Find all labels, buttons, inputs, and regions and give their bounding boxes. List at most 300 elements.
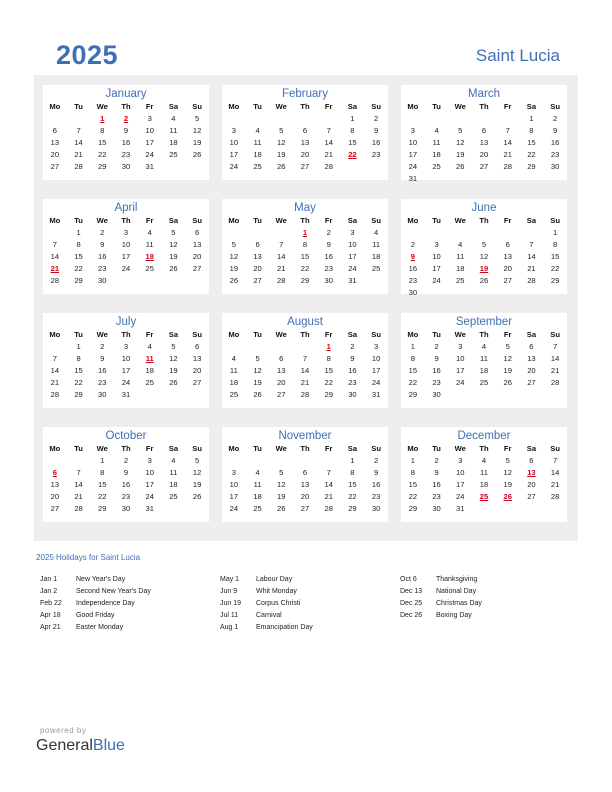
weekday-label: Mo	[407, 444, 419, 453]
day-cell: 31	[456, 504, 465, 513]
weekday-label: Th	[300, 102, 310, 111]
holiday-date: Dec 26	[400, 612, 423, 619]
day-cell: 4	[231, 354, 236, 363]
day-cell: 12	[192, 468, 202, 477]
day-cell: 12	[503, 468, 512, 477]
day-cell: 7	[76, 126, 81, 135]
day-cell: 5	[279, 468, 284, 477]
day-cell: 10	[408, 138, 418, 147]
day-cell: 24	[456, 492, 465, 501]
weekday-label: Mo	[49, 444, 61, 453]
day-cell: 12	[277, 138, 286, 147]
day-cell: 23	[432, 492, 441, 501]
day-cell: 31	[371, 390, 381, 399]
day-cell: 19	[169, 252, 178, 261]
month-september	[401, 313, 567, 408]
day-cell: 29	[98, 162, 107, 171]
day-cell: 28	[300, 390, 310, 399]
day-cell: 8	[100, 468, 105, 477]
weekday-label: Fr	[145, 102, 154, 111]
day-cell: 1	[100, 456, 105, 465]
day-cell: 31	[408, 174, 418, 183]
day-cell: 28	[277, 276, 286, 285]
day-cell: 2	[410, 240, 415, 249]
day-cell: 16	[324, 252, 333, 261]
weekday-label: Sa	[347, 330, 358, 339]
day-cell: 7	[279, 240, 284, 249]
weekday-header	[401, 101, 567, 113]
weekday-label: Th	[300, 216, 310, 225]
day-cell: 27	[192, 264, 202, 273]
day-cell: 21	[503, 150, 512, 159]
day-cell: 2	[434, 456, 439, 465]
holiday-date: May 1	[220, 576, 240, 583]
day-cell: 22	[98, 150, 107, 159]
holiday-name: Emancipation Day	[256, 624, 313, 631]
day-cell: 7	[326, 126, 331, 135]
day-cell: 12	[277, 480, 286, 489]
day-cell: 27	[300, 162, 310, 171]
weekday-label: Mo	[49, 102, 61, 111]
day-cell: 2	[374, 456, 379, 465]
day-cell: 8	[76, 354, 81, 363]
year-title: 2025	[56, 40, 119, 70]
day-cell: 28	[50, 276, 60, 285]
day-cell: 6	[279, 354, 284, 363]
generalblue-logo[interactable]	[36, 737, 125, 755]
day-grid	[43, 455, 209, 515]
day-cell: 26	[169, 378, 178, 387]
day-cell: 20	[50, 492, 60, 501]
holiday-date: Feb 22	[40, 600, 62, 607]
day-cell: 15	[74, 366, 83, 375]
holiday-name: Easter Monday	[76, 624, 124, 631]
weekday-label: We	[96, 444, 108, 453]
day-cell: 4	[434, 126, 439, 135]
day-cell: 6	[529, 342, 534, 351]
day-cell: 23	[324, 264, 333, 273]
powered-by-text: powered by	[40, 726, 87, 735]
month-april	[43, 199, 209, 294]
day-cell: 11	[145, 240, 154, 249]
month-name: April	[114, 202, 138, 214]
day-cell: 2	[100, 228, 105, 237]
weekday-label: Tu	[432, 444, 441, 453]
day-cell: 15	[550, 252, 560, 261]
day-cell: 3	[123, 342, 129, 351]
day-cell: 30	[98, 390, 107, 399]
day-cell: 29	[550, 276, 560, 285]
weekday-label: Tu	[74, 216, 83, 225]
day-cell: 14	[527, 252, 536, 261]
day-cell: 28	[74, 162, 83, 171]
day-cell: 5	[171, 342, 176, 351]
empty-day	[269, 455, 293, 467]
holiday-column	[220, 574, 390, 634]
day-cell: 24	[229, 162, 239, 171]
day-cell: 23	[432, 378, 441, 387]
day-cell: 19	[253, 378, 262, 387]
day-cell: 9	[326, 240, 331, 249]
day-cell: 7	[326, 468, 331, 477]
day-grid	[222, 455, 388, 515]
day-cell: 23	[121, 150, 131, 159]
weekday-header	[43, 101, 209, 113]
day-cell: 22	[408, 492, 418, 501]
weekday-label: Mo	[407, 102, 419, 111]
day-grid	[401, 341, 567, 401]
weekday-label: Th	[121, 102, 131, 111]
weekday-label: Sa	[526, 216, 537, 225]
day-cell: 19	[503, 366, 512, 375]
day-cell: 11	[169, 468, 178, 477]
month-may	[222, 199, 388, 294]
day-cell: 24	[432, 276, 441, 285]
day-cell: 9	[100, 354, 105, 363]
weekday-label: Mo	[49, 216, 61, 225]
month-name: December	[457, 430, 511, 442]
day-cell: 5	[279, 126, 284, 135]
weekday-label: Mo	[228, 444, 240, 453]
month-january	[43, 85, 209, 180]
day-cell: 31	[145, 162, 154, 171]
day-cell: 26	[253, 390, 262, 399]
weekday-label: Tu	[74, 102, 83, 111]
weekday-header	[401, 215, 567, 227]
holiday-row	[220, 598, 390, 610]
day-cell: 5	[231, 240, 236, 249]
day-cell: 18	[479, 480, 489, 489]
holiday-day: 21	[50, 264, 60, 273]
holiday-row	[400, 586, 570, 598]
day-cell: 13	[277, 366, 286, 375]
day-cell: 14	[74, 138, 83, 147]
day-cell: 30	[98, 276, 107, 285]
weekday-label: We	[275, 216, 287, 225]
weekday-label: Su	[192, 102, 202, 111]
day-cell: 18	[229, 378, 239, 387]
day-cell: 6	[255, 240, 260, 249]
day-cell: 27	[50, 504, 60, 513]
day-cell: 12	[192, 126, 202, 135]
day-cell: 18	[169, 138, 178, 147]
day-cell: 12	[456, 138, 465, 147]
day-cell: 17	[371, 366, 381, 375]
day-cell: 28	[550, 492, 560, 501]
day-cell: 26	[503, 378, 512, 387]
holiday-date: Oct 6	[400, 576, 417, 583]
weekday-label: Su	[371, 330, 381, 339]
empty-day	[222, 227, 246, 239]
holiday-name: New Year's Day	[76, 576, 126, 583]
day-cell: 15	[408, 366, 418, 375]
holiday-day: 1	[100, 114, 105, 123]
day-cell: 21	[324, 492, 333, 501]
weekday-label: Fr	[324, 330, 333, 339]
weekday-label: Fr	[145, 444, 154, 453]
day-cell: 22	[74, 378, 83, 387]
day-cell: 25	[432, 162, 441, 171]
weekday-label: We	[275, 444, 287, 453]
day-cell: 22	[527, 150, 536, 159]
day-cell: 5	[458, 126, 463, 135]
month-name: July	[115, 316, 137, 328]
weekday-label: Fr	[324, 216, 333, 225]
weekday-label: Su	[550, 330, 560, 339]
day-cell: 30	[432, 390, 441, 399]
day-cell: 20	[479, 150, 489, 159]
day-cell: 7	[52, 354, 57, 363]
weekday-label: Su	[371, 216, 381, 225]
day-cell: 3	[350, 228, 355, 237]
day-cell: 26	[192, 150, 202, 159]
day-cell: 21	[277, 264, 286, 273]
day-cell: 14	[324, 138, 333, 147]
weekday-label: We	[275, 102, 287, 111]
day-cell: 1	[410, 456, 415, 465]
weekday-label: Tu	[74, 330, 83, 339]
holiday-day: 13	[527, 468, 536, 477]
day-cell: 4	[481, 342, 487, 351]
holiday-row	[220, 586, 390, 598]
day-cell: 16	[121, 480, 131, 489]
holiday-row	[40, 598, 210, 610]
day-cell: 12	[253, 366, 262, 375]
day-cell: 14	[74, 480, 83, 489]
day-cell: 12	[229, 252, 239, 261]
empty-day	[293, 455, 317, 467]
weekday-label: Th	[121, 330, 131, 339]
weekday-label: Fr	[503, 330, 512, 339]
weekday-label: Mo	[49, 330, 61, 339]
day-cell: 29	[74, 276, 83, 285]
day-grid	[222, 227, 388, 287]
day-cell: 2	[100, 342, 105, 351]
empty-day	[401, 227, 425, 239]
day-cell: 8	[350, 126, 355, 135]
day-cell: 7	[52, 240, 57, 249]
day-cell: 7	[302, 354, 308, 363]
day-grid	[401, 113, 567, 185]
day-cell: 17	[121, 252, 131, 261]
holiday-name: Second New Year's Day	[76, 588, 151, 595]
day-cell: 25	[253, 504, 262, 513]
day-cell: 23	[408, 276, 418, 285]
day-cell: 6	[505, 240, 510, 249]
day-cell: 3	[458, 456, 463, 465]
day-cell: 25	[229, 390, 239, 399]
day-cell: 22	[408, 378, 418, 387]
day-cell: 9	[553, 126, 558, 135]
day-cell: 3	[147, 114, 152, 123]
day-cell: 4	[171, 114, 176, 123]
day-cell: 18	[169, 480, 178, 489]
day-cell: 3	[231, 126, 236, 135]
day-cell: 21	[550, 480, 560, 489]
empty-day	[317, 455, 341, 467]
day-cell: 26	[229, 276, 239, 285]
day-grid	[401, 227, 567, 299]
month-name: November	[278, 430, 332, 442]
day-cell: 20	[253, 264, 262, 273]
day-cell: 1	[350, 114, 355, 123]
weekday-label: Fr	[503, 102, 512, 111]
day-cell: 17	[145, 138, 154, 147]
day-cell: 1	[529, 114, 534, 123]
day-cell: 11	[456, 252, 465, 261]
day-cell: 23	[348, 378, 357, 387]
day-cell: 13	[50, 138, 60, 147]
day-cell: 5	[255, 354, 260, 363]
day-cell: 18	[253, 150, 262, 159]
day-cell: 27	[479, 162, 489, 171]
day-cell: 11	[480, 354, 488, 363]
empty-day	[293, 113, 317, 125]
holiday-row	[400, 598, 570, 610]
weekday-label: Tu	[253, 444, 262, 453]
day-cell: 16	[432, 366, 441, 375]
logo-blue-text: Blue	[92, 737, 125, 754]
day-cell: 4	[147, 228, 152, 237]
day-cell: 28	[324, 504, 333, 513]
day-cell: 9	[374, 468, 379, 477]
day-cell: 17	[456, 480, 465, 489]
day-cell: 9	[434, 354, 439, 363]
day-cell: 19	[229, 264, 239, 273]
day-cell: 3	[231, 468, 236, 477]
empty-day	[293, 341, 317, 353]
weekday-label: Su	[550, 216, 560, 225]
day-cell: 16	[550, 138, 560, 147]
weekday-label: Tu	[432, 330, 441, 339]
weekday-label: Fr	[324, 102, 333, 111]
empty-day	[317, 113, 341, 125]
day-cell: 8	[326, 354, 331, 363]
day-cell: 19	[277, 150, 286, 159]
weekday-label: Fr	[324, 444, 333, 453]
weekday-label: Fr	[503, 216, 512, 225]
calendar-grid	[43, 85, 571, 522]
day-cell: 12	[503, 354, 512, 363]
day-cell: 12	[479, 252, 489, 261]
day-cell: 17	[408, 150, 418, 159]
day-cell: 29	[408, 390, 418, 399]
weekday-label: Th	[300, 330, 310, 339]
day-cell: 9	[434, 468, 439, 477]
holiday-row	[400, 574, 570, 586]
empty-day	[269, 113, 293, 125]
day-cell: 5	[505, 342, 510, 351]
empty-day	[67, 113, 91, 125]
holiday-date: Jul 11	[220, 612, 239, 619]
weekday-label: Th	[300, 444, 310, 453]
day-cell: 3	[458, 342, 463, 351]
day-cell: 31	[348, 276, 357, 285]
day-cell: 11	[229, 366, 238, 375]
empty-day	[269, 341, 293, 353]
day-cell: 11	[169, 126, 178, 135]
day-cell: 10	[348, 240, 357, 249]
month-name: August	[287, 316, 323, 328]
day-cell: 24	[145, 492, 154, 501]
weekday-label: Fr	[145, 330, 154, 339]
day-cell: 10	[229, 138, 239, 147]
month-july	[43, 313, 209, 408]
empty-day	[472, 113, 496, 125]
day-cell: 14	[324, 480, 333, 489]
day-cell: 30	[348, 390, 357, 399]
day-cell: 15	[324, 366, 333, 375]
day-cell: 20	[300, 150, 310, 159]
day-cell: 15	[348, 480, 357, 489]
day-cell: 25	[479, 378, 489, 387]
holiday-name: Labour Day	[256, 576, 293, 583]
day-cell: 28	[324, 162, 333, 171]
empty-day	[246, 113, 270, 125]
day-grid	[43, 227, 209, 287]
day-cell: 2	[374, 114, 379, 123]
day-cell: 3	[123, 228, 129, 237]
day-cell: 15	[74, 252, 83, 261]
day-cell: 22	[324, 378, 333, 387]
holiday-row	[40, 610, 210, 622]
country-title: Saint Lucia	[475, 46, 560, 65]
month-name: June	[471, 202, 497, 214]
day-cell: 2	[434, 342, 439, 351]
day-cell: 29	[324, 390, 333, 399]
day-cell: 8	[529, 126, 534, 135]
day-cell: 3	[374, 342, 379, 351]
weekday-label: Tu	[253, 330, 262, 339]
empty-day	[67, 455, 91, 467]
weekday-header	[43, 329, 209, 341]
day-cell: 1	[553, 228, 558, 237]
weekday-label: Sa	[347, 216, 358, 225]
holiday-day: 11	[145, 354, 154, 363]
weekday-label: Su	[371, 102, 381, 111]
holiday-day: 1	[326, 342, 331, 351]
empty-day	[401, 113, 425, 125]
day-cell: 17	[145, 480, 154, 489]
day-cell: 26	[277, 504, 286, 513]
weekday-header	[401, 443, 567, 455]
month-february	[222, 85, 388, 180]
day-cell: 18	[479, 366, 489, 375]
holiday-name: Thanksgiving	[436, 576, 478, 583]
holiday-date: Apr 21	[40, 624, 61, 631]
month-name: January	[105, 88, 147, 100]
day-cell: 18	[253, 492, 262, 501]
day-cell: 8	[302, 240, 308, 249]
weekday-label: Th	[479, 444, 489, 453]
holiday-name: Boxing Day	[436, 612, 472, 619]
day-cell: 1	[350, 456, 355, 465]
day-cell: 5	[195, 456, 200, 465]
day-cell: 19	[456, 150, 465, 159]
empty-day	[222, 455, 246, 467]
day-cell: 21	[50, 378, 60, 387]
weekday-label: Sa	[168, 330, 179, 339]
empty-day	[246, 455, 270, 467]
day-cell: 13	[527, 354, 536, 363]
holiday-column	[40, 574, 210, 634]
empty-day	[472, 227, 496, 239]
weekday-label: Sa	[347, 444, 358, 453]
day-cell: 28	[503, 162, 512, 171]
day-cell: 28	[50, 390, 60, 399]
day-cell: 14	[550, 468, 560, 477]
day-cell: 14	[50, 252, 60, 261]
